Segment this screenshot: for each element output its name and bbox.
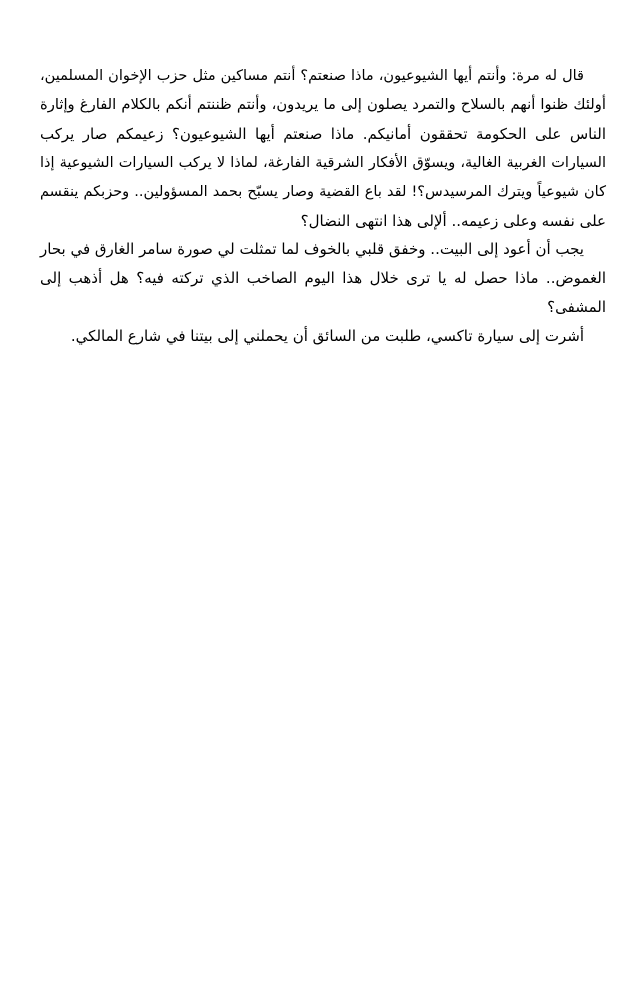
text-line: المشفى؟ <box>547 298 606 317</box>
text-line: أشرت إلى سيارة تاكسي، طلبت من السائق أن يحملني إلى بيتنا في شارع المالكي. <box>70 327 584 346</box>
text-line: قال له مرة: وأنتم أيها الشيوعيون، ماذا صنعتم؟ أنتم مساكين مثل حزب الإخوان المسلمين، <box>40 68 584 84</box>
text-line: أولئك ظنوا أنهم بالسلاح والتمرد يصلون إلى ما يريدون، وأنتم ظننتم أنكم بالكلام الفارغ وإثارة <box>40 95 606 113</box>
paragraph-2 <box>40 235 606 322</box>
text-line: يجب أن أعود إلى البيت.. وخفق قلبي بالخوف لما تمثلت لي صورة سامر الغارق في بحار <box>40 240 584 259</box>
paragraph-1 <box>40 62 606 235</box>
paragraph-3 <box>40 322 606 351</box>
text-line: كان شيوعياً ويترك المرسيدس؟! لقد باع القضية وصار يسبّح بحمد المسؤولين.. وحزبكم ينقسم <box>40 183 606 200</box>
document-body <box>40 62 606 351</box>
text-line: على نفسه وعلى زعيمه.. ألإلى هذا انتهى النضال؟ <box>300 211 606 230</box>
text-line: الناس على الحكومة تحققون أمانيكم. ماذا صنعتم أيها الشيوعيون؟ زعيمكم صار يركب <box>40 124 606 143</box>
text-line: الغموض.. ماذا حصل له يا ترى خلال هذا اليوم الصاخب الذي تركته فيه؟ هل أذهب إلى <box>40 269 606 288</box>
text-line: السيارات الغربية الغالية، ويسوّق الأفكار الشرقية الفارغة، لماذا لا يركب السيارات الشيوعية إذا <box>40 154 606 171</box>
